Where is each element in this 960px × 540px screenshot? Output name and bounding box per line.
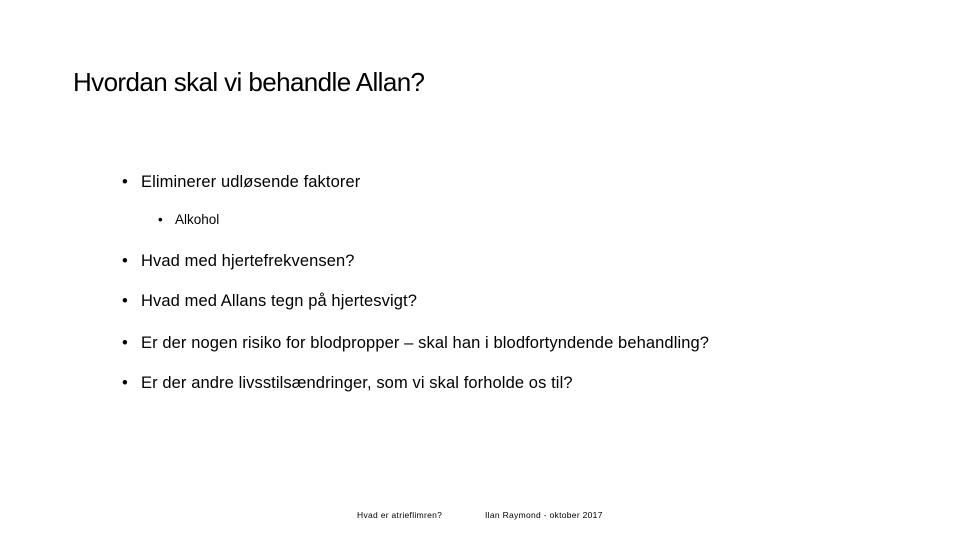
bullet-marker: • [122,173,128,191]
bullet-text: Er der nogen risiko for blodpropper – skal han i blodfortyndende behandling? [141,334,710,352]
footer-right: Ilan Raymond - oktober 2017 [485,510,603,520]
bullet-text: Hvad med hjertefrekvensen? [141,252,355,270]
bullet-text: Hvad med Allans tegn på hjertesvigt? [141,292,418,310]
sub-bullet-text: Alkohol [175,212,220,227]
bullet-text: Er der andre livsstilsændringer, som vi skal forholde os til? [141,374,573,392]
bullet-text: Eliminerer udløsende faktorer [141,173,361,191]
footer-left: Hvad er atrieflimren? [357,510,443,520]
bullet-marker: • [122,292,128,310]
bullet-marker: • [122,374,128,392]
slide-title: Hvordan skal vi behandle Allan? [73,67,425,97]
bullet-marker: • [158,212,163,227]
bullet-marker: • [122,334,128,352]
bullet-marker: • [122,252,128,270]
